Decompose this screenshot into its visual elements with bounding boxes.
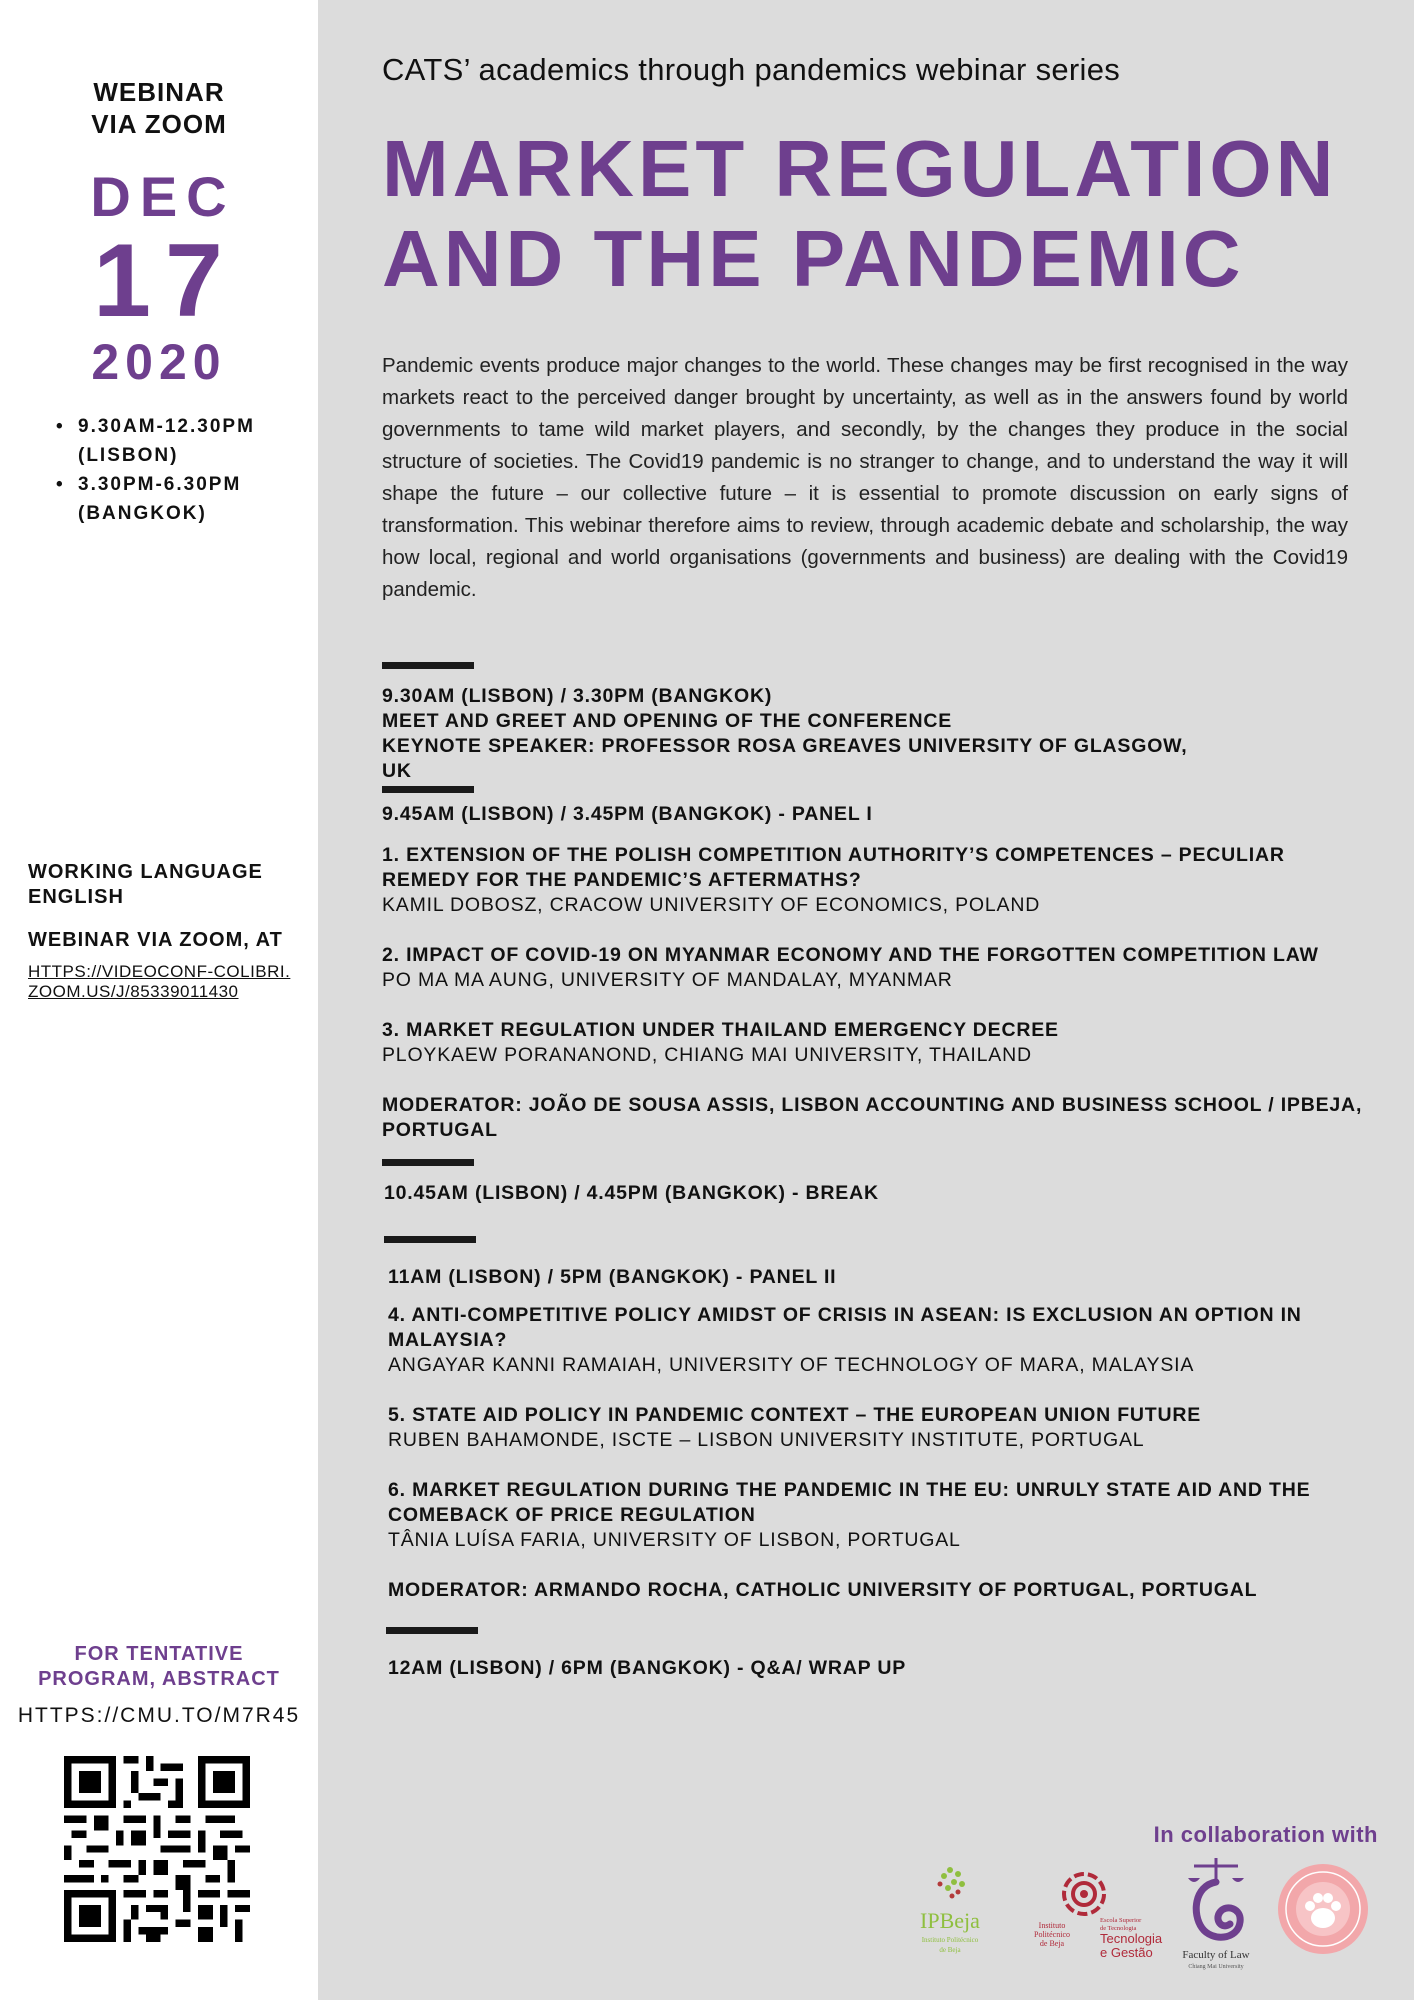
paper4-title [388,1303,1302,1353]
law-sub: Chiang Mai University [1188,1964,1244,1970]
tentative-program [0,1642,318,1692]
paper6-title [388,1478,1310,1528]
paper3-author: PLOYKAEW PORANANOND, CHIANG MAI UNIVERSITY, THAILAND [382,1044,1032,1066]
moderator1 [382,1093,1362,1143]
paper6-author: TÂNIA LUÍSA FARIA, UNIVERSITY OF LISBON, PORTUGAL [388,1529,961,1551]
wrap-up-time: 12AM (LISBON) / 6PM (BANGKOK) - Q&A/ WRAP UP [388,1657,907,1679]
paper3-title: 3. MARKET REGULATION UNDER THAILAND EMERGENCY DECREE [382,1019,1059,1041]
paper1-title-line1: 1. EXTENSION OF THE POLISH COMPETITION AUTHORITY’S COMPETENCES – PECULIAR [382,844,1285,866]
section-divider [386,1627,478,1634]
time-lisbon [52,412,312,470]
paper2-title: 2. IMPACT OF COVID-19 ON MYANMAR ECONOMY AND THE FORGOTTEN COMPETITION LAW [382,944,1319,966]
time-bangkok-hours: • 3.30PM-6.30PM [78,474,242,495]
paper4-title-line2: MALAYSIA? [388,1329,508,1351]
zoom-link[interactable]: HTTPS://VIDEOCONF-COLIBRI.ZOOM.US/J/85339011430 [28,962,291,1001]
date-month: DEC [90,165,236,228]
qr-code[interactable] [64,1756,250,1942]
time-lisbon-hours: • 9.30AM-12.30PM [78,416,255,437]
paper5-author: RUBEN BAHAMONDE, ISCTE – LISBON UNIVERSITY INSTITUTE, PORTUGAL [388,1429,1145,1451]
tentative-line2: PROGRAM, ABSTRACT [38,1668,280,1690]
keynote-line1: KEYNOTE SPEAKER: PROFESSOR ROSA GREAVES UNIVERSITY OF GLASGOW, [382,735,1188,757]
paper1-author: KAMIL DOBOSZ, CRACOW UNIVERSITY OF ECONOMICS, POLAND [382,894,1041,916]
time-bangkok [52,470,312,528]
time-lisbon-city: (LISBON) [78,445,179,466]
section-divider [382,786,474,793]
panel1-time: 9.45AM (LISBON) / 3.45PM (BANGKOK) - PANEL I [382,803,873,825]
tentative-line1: FOR TENTATIVE [74,1643,244,1665]
program-short-url[interactable]: HTTPS://CMU.TO/M7R45 [17,1704,301,1727]
paper1-title [382,843,1285,893]
moderator1-line2: PORTUGAL [382,1119,498,1141]
series-title: CATS’ academics through pandemics webinar series [382,52,1121,87]
estig-main1: Tecnologia [1100,1931,1163,1946]
event-title [382,124,1362,304]
law-name: Faculty of Law [1182,1949,1250,1961]
ipbeja-sub1: Instituto Politécnico [921,1936,979,1944]
estig-inst1: Instituto [1038,1921,1066,1930]
ipbeja-sub2: de Beja [939,1946,961,1954]
sidebar [0,0,318,2000]
paper5-title: 5. STATE AID POLICY IN PANDEMIC CONTEXT – THE EUROPEAN UNION FUTURE [388,1404,1202,1426]
paper4-author: ANGAYAR KANNI RAMAIAH, UNIVERSITY OF TECHNOLOGY OF MARA, MALAYSIA [388,1354,1195,1376]
opening-time: 9.30AM (LISBON) / 3.30PM (BANGKOK) [382,685,773,707]
webinar-via-zoom: WEBINAR VIA ZOOM, AT [28,929,283,951]
section-divider [382,662,474,669]
faculty-of-law-logo [1168,1852,1264,1972]
ipbeja-name: IPBeja [920,1908,980,1933]
moderator1-line1: MODERATOR: JOÃO DE SOUSA ASSIS, LISBON ACCOUNTING AND BUSINESS SCHOOL / IPBEJA, [382,1094,1363,1116]
working-language-label: WORKING LANGUAGE [28,861,263,883]
estig-inst2: Politécnico [1034,1930,1070,1939]
estig-school1: Escola Superior [1100,1917,1142,1924]
paper1-title-line2: REMEDY FOR THE PANDEMIC’S AFTERMATHS? [382,869,862,891]
estig-logo [1018,1868,1163,1960]
estig-main2: e Gestão [1100,1945,1153,1960]
webinar-heading [0,76,318,140]
estig-inst3: de Beja [1039,1939,1065,1948]
paw-badge-logo [1276,1862,1370,1956]
time-list [52,412,312,528]
date-day: 17 [93,223,237,339]
working-language-value: ENGLISH [28,886,124,908]
paper4-title-line1: 4. ANTI-COMPETITIVE POLICY AMIDST OF CRISIS IN ASEAN: IS EXCLUSION AN OPTION IN [388,1304,1302,1326]
keynote-line2: UK [382,760,412,782]
section-divider [382,1159,474,1166]
section-divider [384,1236,476,1243]
paper2-author: PO MA MA AUNG, UNIVERSITY OF MANDALAY, MYANMAR [382,969,953,991]
opening-title: MEET AND GREET AND OPENING OF THE CONFERENCE [382,710,953,732]
paper6-title-line1: 6. MARKET REGULATION DURING THE PANDEMIC IN THE EU: UNRULY STATE AID AND THE [388,1479,1311,1501]
break-time: 10.45AM (LISBON) / 4.45PM (BANGKOK) - BREAK [384,1182,879,1204]
collaboration-label: In collaboration with [1153,1822,1378,1847]
ipbeja-logo [892,1864,1002,1960]
paper6-title-line2: COMEBACK OF PRICE REGULATION [388,1504,756,1526]
webinar-line2: VIA ZOOM [91,109,227,139]
date-year: 2020 [91,334,227,390]
working-language [28,860,298,910]
webinar-line1: WEBINAR [93,77,225,107]
moderator2: MODERATOR: ARMANDO ROCHA, CATHOLIC UNIVERSITY OF PORTUGAL, PORTUGAL [388,1579,1258,1601]
intro-paragraph: Pandemic events produce major changes to the world. These changes may be first recognised in the way markets react to the perceived danger brought by uncertainty, as well as in the answers found by world governments to tame wild market players, and secondly, by the changes they produce in the social structure of societies. The Covid19 pandemic is no stranger to change, and to understand the way it will shape the future – our collective future – it is essential to promote discussion on early signs of transformation. This webinar therefore aims to review, through academic debate and scholarship, the way how local, regional and world organisations (governments and business) are dealing with the Covid19 pandemic. [382,354,1348,601]
panel2-time: 11AM (LISBON) / 5PM (BANGKOK) - PANEL II [388,1266,837,1288]
estig-school2: de Tecnologia [1100,1925,1137,1932]
event-title-line1: MARKET REGULATION [382,124,1338,213]
time-bangkok-city: (BANGKOK) [78,503,207,524]
opening-block [382,684,1188,784]
event-title-line2: AND THE PANDEMIC [382,214,1245,303]
